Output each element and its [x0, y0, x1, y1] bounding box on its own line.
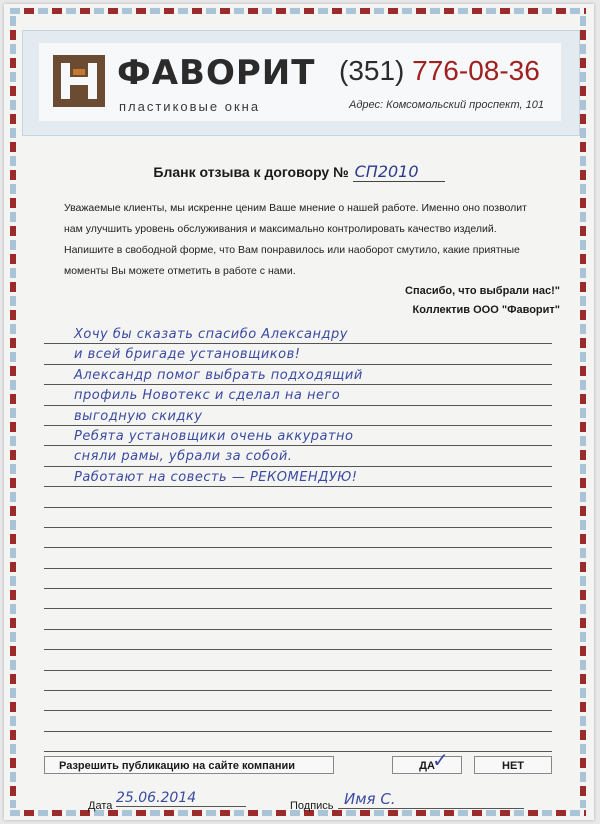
feedback-line[interactable]: и всей бригаде установщиков! [44, 344, 552, 364]
feedback-line[interactable] [44, 528, 552, 548]
contract-number-field[interactable]: СП2010 [353, 162, 445, 182]
feedback-line[interactable]: профиль Новотекс и сделал на него [44, 385, 552, 405]
form-title [4, 162, 594, 182]
feedback-line[interactable] [44, 609, 552, 629]
feedback-line[interactable] [44, 732, 552, 752]
thanks-line-1: Спасибо, что выбрали нас!" [405, 285, 560, 297]
feedback-line[interactable]: сняли рамы, убрали за собой. [44, 446, 552, 466]
company-phone [339, 55, 540, 87]
border-stripe-left [10, 16, 16, 808]
form-title-text: Бланк отзыва к договору № [153, 164, 349, 180]
publish-consent-row [44, 748, 552, 776]
feedback-line[interactable] [44, 548, 552, 568]
border-stripe-top [10, 8, 586, 14]
feedback-lines[interactable] [44, 324, 552, 752]
date-label: Дата [88, 800, 113, 812]
thanks-block [304, 282, 560, 320]
publish-consent-label: Разрешить публикацию на сайте компании [44, 756, 334, 774]
company-address: Адрес: Комсомольский проспект, 101 [349, 99, 544, 111]
feedback-line[interactable] [44, 711, 552, 731]
feedback-line[interactable] [44, 691, 552, 711]
feedback-line[interactable]: Ребята установщики очень аккуратно [44, 426, 552, 446]
feedback-line[interactable] [44, 671, 552, 691]
feedback-line[interactable] [44, 569, 552, 589]
letterhead [22, 30, 580, 136]
publish-yes-checkbox[interactable]: ДА [392, 756, 462, 774]
publish-no-checkbox[interactable]: НЕТ [474, 756, 552, 774]
feedback-line[interactable] [44, 508, 552, 528]
company-logo-icon [53, 55, 105, 107]
phone-number: 776-08-36 [412, 55, 540, 86]
feedback-line[interactable]: Работают на совесть — РЕКОМЕНДУЮ! [44, 467, 552, 487]
letterhead-inner [39, 43, 561, 121]
intro-paragraph: Уважаемые клиенты, мы искренне ценим Ваше мнение о нашей работе. Именно оно позволит нам улучшить уровень обслуживания и максимально контролировать качество изделий. Напишите в свободной форме, что Вам понравилось или наоборот смутило, какие приятные моменты Вы можете отметить в работе с нами. [64, 202, 527, 277]
feedback-line[interactable]: выгодную скидку [44, 406, 552, 426]
feedback-line[interactable] [44, 630, 552, 650]
thanks-line-2: Коллектив ООО "Фаворит" [412, 304, 560, 316]
form-footer [4, 790, 594, 816]
border-stripe-right [580, 16, 586, 808]
brand-name: ФАВОРИТ [117, 53, 316, 93]
checkmark-icon: ✓ [432, 748, 449, 772]
feedback-line[interactable] [44, 650, 552, 670]
signature-label: Подпись [290, 800, 334, 812]
feedback-line[interactable] [44, 589, 552, 609]
feedback-form-page [4, 4, 594, 820]
feedback-line[interactable]: Хочу бы сказать спасибо Александру [44, 324, 552, 344]
signature-field[interactable]: Имя С. [338, 790, 524, 809]
brand-tagline: пластиковые окна [119, 99, 261, 114]
feedback-line[interactable] [44, 487, 552, 507]
phone-code: (351) [339, 55, 405, 86]
date-field[interactable]: 25.06.2014 [116, 790, 246, 807]
feedback-line[interactable]: Александр помог выбрать подходящий [44, 365, 552, 385]
